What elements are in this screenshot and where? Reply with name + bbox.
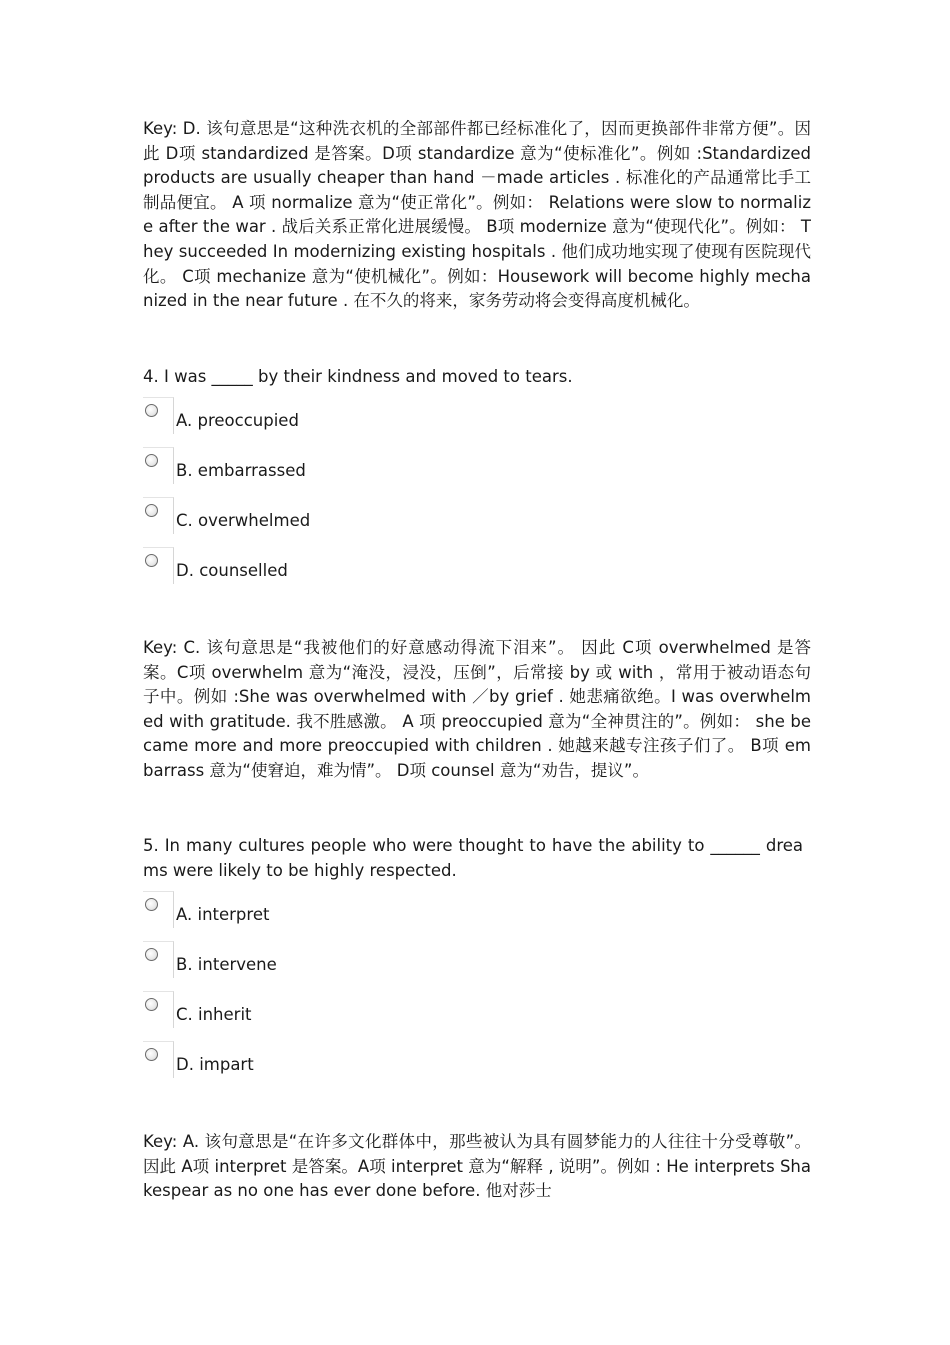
option-label: D. impart [176, 1055, 254, 1074]
answer-key-q5: Key: A. 该句意思是“在许多文化群体中，那些被认为具有圆梦能力的人往往十分受尊敬”。因此 A项 interpret 是答案。A项 interpret 意为“解释 , 说明”。例如 : He interprets Shakespear as no one has ever done before. 他对莎士 [143, 1132, 811, 1201]
q4-option-c[interactable] [143, 497, 443, 537]
radio-button-icon[interactable] [145, 898, 158, 911]
radio-button-icon[interactable] [145, 404, 158, 417]
radio-button-icon[interactable] [145, 504, 158, 517]
question-5-text: 5. In many cultures people who were thought to have the ability to ______ dreams were likely to be highly respected. [143, 836, 803, 880]
q4-option-d[interactable] [143, 547, 443, 587]
question-4-text: 4. I was _____ by their kindness and moved to tears. [143, 367, 573, 386]
radio-button-icon[interactable] [145, 554, 158, 567]
radio-button-icon[interactable] [145, 454, 158, 467]
answer-key-q4: Key: C. 该句意思是“我被他们的好意感动得流下泪来”。 因此 C项 overwhelmed 是答案。C项 overwhelm 意为“淹没，浸没，压倒”，后常接 by 或 with ，常用于被动语态句子中。例如 :She was overwhelmed with ／by grief . 她悲痛欲绝。I was overwhelmed with gratitude. 我不胜感激。 A 项 preoccupied 意为“全神贯注的”。例如： she became more and more preoccupied with children . 她越来越专注孩子们了。 B项 embarrass 意为“使窘迫，难为情”。 D项 counsel 意为“劝告，提议”。 [143, 638, 811, 780]
option-label: D. counselled [176, 561, 288, 580]
answer-key-q3: Key: D. 该句意思是“这种洗衣机的全部部件都已经标准化了，因而更换部件非常方便”。因此 D项 standardized 是答案。D项 standardize 意为“使标准化”。例如 :Standardized products are usually cheaper than hand －made articles . 标准化的产品通常比手工制品便宜。 A 项 normalize 意为“使正常化”。例如： Relations were slow to normalize after the war . 战后关系正常化进展缓慢。 B项 modernize 意为“使现代化”。例如： They succeeded In modernizing existing hospitals . 他们成功地实现了使现有医院现代化。 C项 mechanize 意为“使机械化”。例如：Housework will become highly mechanized in the near future . 在不久的将来，家务劳动将会变得高度机械化。 [143, 119, 811, 311]
radio-button-icon[interactable] [145, 948, 158, 961]
q5-option-b[interactable] [143, 941, 443, 981]
option-label: A. preoccupied [176, 411, 299, 430]
q4-option-a[interactable] [143, 397, 443, 437]
option-label: C. overwhelmed [176, 511, 311, 530]
radio-button-icon[interactable] [145, 1048, 158, 1061]
option-label: C. inherit [176, 1005, 252, 1024]
q5-option-d[interactable] [143, 1041, 443, 1081]
radio-button-icon[interactable] [145, 998, 158, 1011]
option-label: B. embarrassed [176, 461, 306, 480]
option-label: B. intervene [176, 955, 277, 974]
option-label: A. interpret [176, 905, 270, 924]
q5-option-a[interactable] [143, 891, 443, 931]
q4-option-b[interactable] [143, 447, 443, 487]
q5-option-c[interactable] [143, 991, 443, 1031]
